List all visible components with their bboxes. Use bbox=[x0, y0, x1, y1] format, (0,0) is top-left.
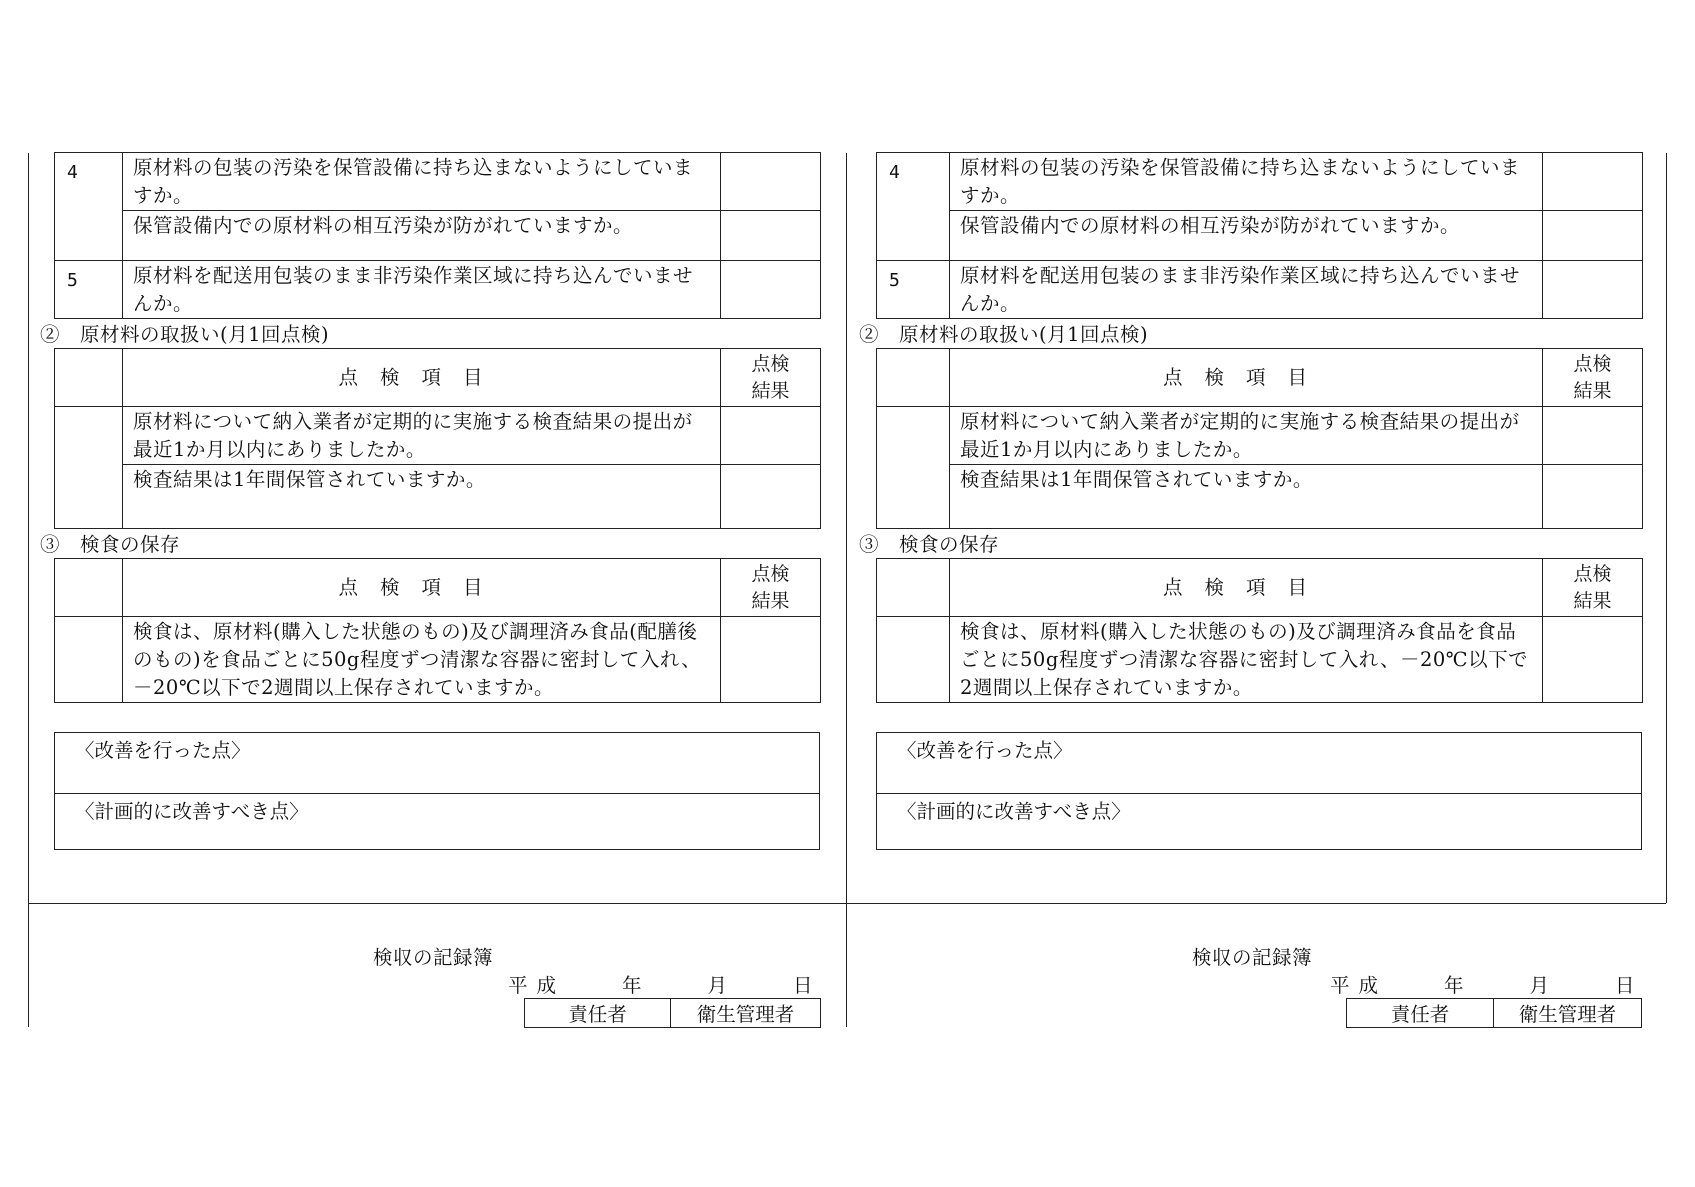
header-check-item: 点検項目 bbox=[950, 559, 1543, 617]
result-cell[interactable] bbox=[1543, 465, 1643, 529]
table-row bbox=[877, 211, 1643, 261]
check-item-text: 検査結果は1年間保管されていますか。 bbox=[123, 465, 721, 529]
table-header-row bbox=[55, 559, 821, 617]
table-row bbox=[877, 407, 1643, 465]
material-handling-table bbox=[54, 348, 821, 529]
check-item-text: 保管設備内での原材料の相互汚染が防がれていますか。 bbox=[123, 211, 721, 261]
result-cell[interactable] bbox=[721, 211, 821, 261]
result-cell[interactable] bbox=[721, 617, 821, 703]
inspection-sample-table bbox=[54, 558, 821, 703]
item-number: 5 bbox=[877, 261, 950, 319]
section-heading: ③ 検食の保存 bbox=[859, 533, 1000, 556]
check-item-text: 原材料を配送用包装のまま非汚染作業区域に持ち込んでいませんか。 bbox=[123, 261, 721, 319]
check-item-text: 検食は、原材料(購入した状態のもの)及び調理済み食品を食品ごとに50g程度ずつ清潔な容器に密封して入れ、－20℃以下で2週間以上保存されていますか。 bbox=[950, 617, 1543, 703]
header-check-item: 点検項目 bbox=[123, 349, 721, 407]
table-row bbox=[877, 153, 1643, 211]
checklist-table-continued bbox=[876, 152, 1643, 319]
blank-number-cell bbox=[877, 617, 950, 703]
result-cell[interactable] bbox=[1543, 261, 1643, 319]
inspection-sample-table bbox=[876, 558, 1643, 703]
blank-header-cell bbox=[877, 559, 950, 617]
improved-points-box[interactable] bbox=[876, 732, 1642, 794]
check-item-text: 原材料の包装の汚染を保管設備に持ち込まないようにしていますか。 bbox=[123, 153, 721, 211]
record-book-title: 検収の記録簿 bbox=[1192, 946, 1313, 969]
table-row bbox=[877, 617, 1643, 703]
hygiene-manager-label: 衛生管理者 bbox=[671, 999, 821, 1028]
result-cell[interactable] bbox=[1543, 153, 1643, 211]
table-header-row bbox=[877, 349, 1643, 407]
material-handling-table bbox=[876, 348, 1643, 529]
responsible-person-label: 責任者 bbox=[525, 999, 671, 1028]
header-check-result: 点検結果 bbox=[721, 559, 821, 617]
section-heading: ② 原材料の取扱い(月1回点検) bbox=[40, 323, 330, 346]
header-check-item: 点検項目 bbox=[950, 349, 1543, 407]
blank-header-cell bbox=[55, 559, 123, 617]
improved-points-box[interactable] bbox=[54, 732, 820, 794]
signature-table bbox=[1346, 998, 1642, 1028]
responsible-person-label: 責任者 bbox=[1347, 999, 1494, 1028]
check-item-text: 原材料について納入業者が定期的に実施する検査結果の提出が最近1か月以内にありましたか。 bbox=[123, 407, 721, 465]
planned-improvements-label: 〈計画的に改善すべき点〉 bbox=[75, 800, 309, 823]
date-line: 平成 年 月 日 bbox=[1330, 974, 1644, 997]
improved-points-label: 〈改善を行った点〉 bbox=[897, 739, 1073, 762]
result-cell[interactable] bbox=[1543, 211, 1643, 261]
blank-number-cell bbox=[877, 407, 950, 529]
table-row bbox=[55, 407, 821, 465]
header-check-item: 点検項目 bbox=[123, 559, 721, 617]
check-item-text: 検食は、原材料(購入した状態のもの)及び調理済み食品(配膳後のもの)を食品ごとに50g程度ずつ清潔な容器に密封して入れ、－20℃以下で2週間以上保存されていますか。 bbox=[123, 617, 721, 703]
result-cell[interactable] bbox=[721, 261, 821, 319]
item-number: 4 bbox=[877, 153, 950, 261]
header-check-result: 点検結果 bbox=[1543, 349, 1643, 407]
check-item-text: 原材料について納入業者が定期的に実施する検査結果の提出が最近1か月以内にありましたか。 bbox=[950, 407, 1543, 465]
check-item-text: 原材料を配送用包装のまま非汚染作業区域に持ち込んでいませんか。 bbox=[950, 261, 1543, 319]
improved-points-label: 〈改善を行った点〉 bbox=[75, 739, 251, 762]
table-row bbox=[55, 211, 821, 261]
blank-number-cell bbox=[55, 407, 123, 529]
item-number: 5 bbox=[55, 261, 123, 319]
planned-improvements-label: 〈計画的に改善すべき点〉 bbox=[897, 800, 1131, 823]
sheet-left bbox=[0, 0, 847, 1187]
check-item-text: 検査結果は1年間保管されていますか。 bbox=[950, 465, 1543, 529]
table-row bbox=[55, 465, 821, 529]
checklist-table-continued bbox=[54, 152, 821, 319]
table-header-row bbox=[55, 349, 821, 407]
table-row bbox=[55, 617, 821, 703]
blank-header-cell bbox=[55, 349, 123, 407]
section-heading: ③ 検食の保存 bbox=[40, 533, 181, 556]
table-header-row bbox=[877, 559, 1643, 617]
planned-improvements-box[interactable] bbox=[876, 793, 1642, 850]
header-check-result: 点検結果 bbox=[1543, 559, 1643, 617]
date-line: 平成 年 月 日 bbox=[508, 974, 822, 997]
blank-header-cell bbox=[877, 349, 950, 407]
section-heading: ② 原材料の取扱い(月1回点検) bbox=[859, 323, 1149, 346]
result-cell[interactable] bbox=[1543, 407, 1643, 465]
table-row bbox=[877, 465, 1643, 529]
result-cell[interactable] bbox=[721, 153, 821, 211]
table-row bbox=[877, 261, 1643, 319]
header-check-result: 点検結果 bbox=[721, 349, 821, 407]
table-row bbox=[55, 261, 821, 319]
result-cell[interactable] bbox=[1543, 617, 1643, 703]
sheet-right bbox=[822, 0, 1669, 1187]
check-item-text: 原材料の包装の汚染を保管設備に持ち込まないようにしていますか。 bbox=[950, 153, 1543, 211]
planned-improvements-box[interactable] bbox=[54, 793, 820, 850]
check-item-text: 保管設備内での原材料の相互汚染が防がれていますか。 bbox=[950, 211, 1543, 261]
signature-table bbox=[524, 998, 821, 1028]
item-number: 4 bbox=[55, 153, 123, 261]
result-cell[interactable] bbox=[721, 407, 821, 465]
record-book-title: 検収の記録簿 bbox=[373, 946, 494, 969]
table-row bbox=[55, 153, 821, 211]
result-cell[interactable] bbox=[721, 465, 821, 529]
hygiene-manager-label: 衛生管理者 bbox=[1494, 999, 1642, 1028]
blank-number-cell bbox=[55, 617, 123, 703]
